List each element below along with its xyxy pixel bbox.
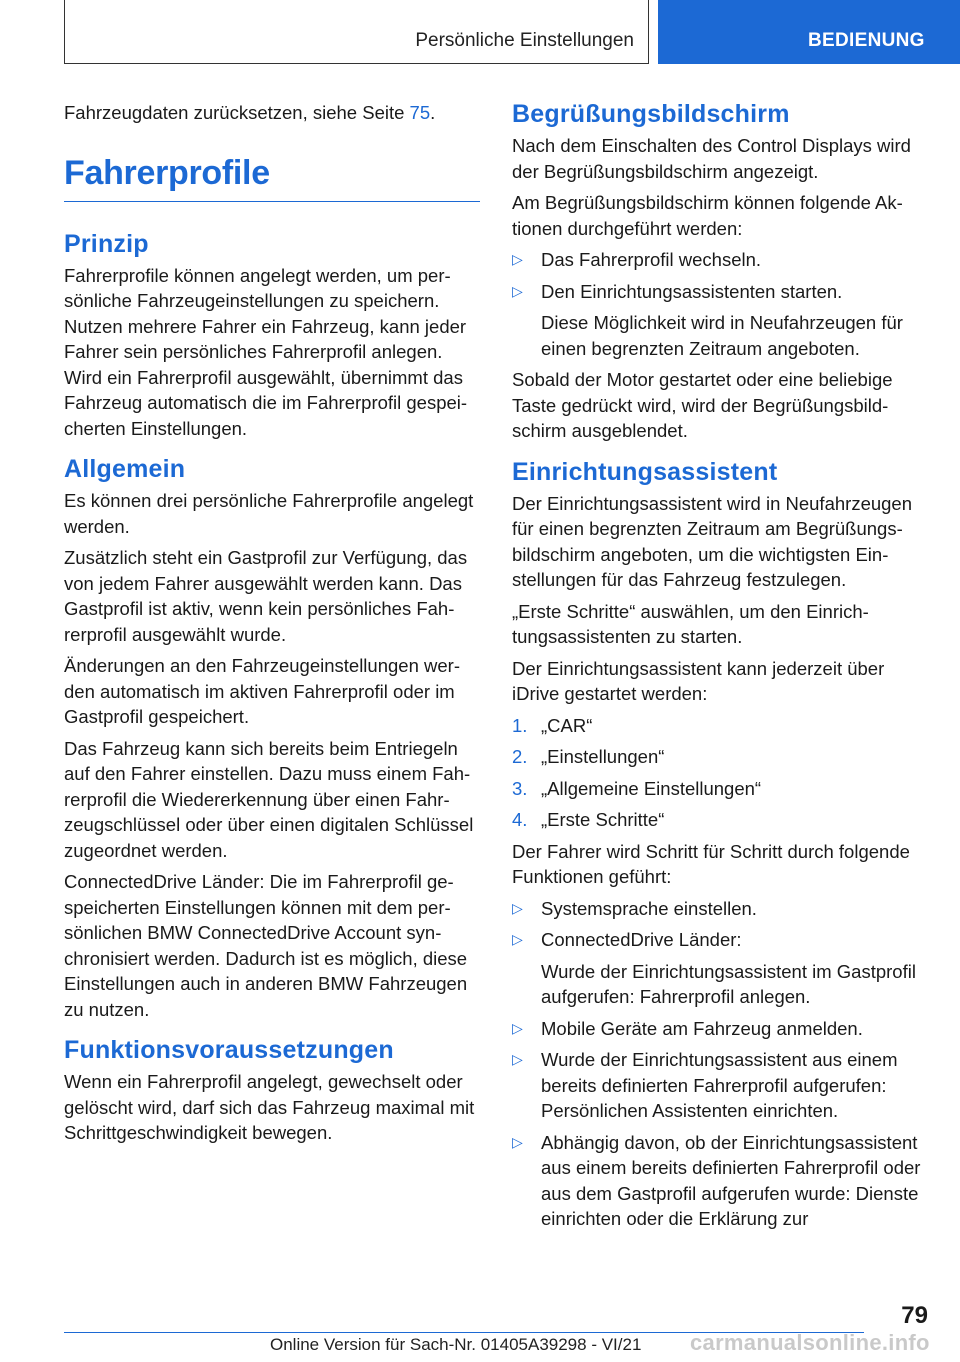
list-item: ▷ Systemsprache einstellen. — [512, 896, 928, 922]
einrichtung-paragraph-1: Der Einrichtungsassistent wird in Neufahrzeugen für einen begrenzten Zeitraum am Begrüßungsbildschirm angeboten, um die wichtigsten Einstellungen für das Fahrzeug festzulegen. — [512, 492, 913, 590]
idrive-steps — [512, 713, 928, 833]
list-item-note: Diese Möglichkeit wird in Neufahrzeugen für einen begrenzten Zeitraum angeboten. — [541, 312, 903, 359]
step-item: 2. „Einstellungen“ — [512, 744, 928, 770]
allgemein-paragraph-2: Zusätzlich steht ein Gastprofil zur Verfügung, das von jedem Fahrer ausgewählt werden kann. Das Gastprofil ist aktiv, wenn kein persönliches Fahrerprofil ausgewählt wurde. — [64, 547, 468, 645]
begruessung-paragraph-1: Nach dem Einschalten des Control Displays wird der Begrüßungsbildschirm angezeigt. — [512, 135, 911, 182]
section-title: Persönliche Einstellungen — [415, 30, 634, 51]
list-item: ▷ Mobile Geräte am Fahrzeug anmelden. — [512, 1016, 928, 1042]
triangle-bullet-icon: ▷ — [512, 1051, 523, 1067]
allgemein-paragraph-3: Änderungen an den Fahrzeugeinstellungen werden automatisch im aktiven Fahrerprofil oder im Gastprofil gespeichert. — [64, 655, 460, 727]
list-item: ▷ Abhängig davon, ob der Einrichtungsassistent aus einem bereits definierten Fahrerprofil oder aus dem Gastprofil aufgerufen wurde: Dienste einrichten oder die Erklärung zur — [512, 1131, 921, 1229]
online-version-note: Online Version für Sach-Nr. 01405A39298 - VI/21 — [270, 1335, 642, 1354]
chapter-tab — [658, 0, 960, 64]
einrichtung-list — [512, 896, 928, 1232]
step-number: 3. — [512, 777, 528, 799]
chapter-heading: Fahrerprofile — [64, 154, 480, 202]
section-tab — [64, 0, 649, 64]
triangle-bullet-icon: ▷ — [512, 899, 523, 916]
list-item: ▷ Das Fahrerprofil wechseln. — [512, 247, 928, 273]
triangle-bullet-icon: ▷ — [512, 1133, 523, 1150]
list-item-note: Wurde der Einrichtungsassistent im Gastprofil aufgerufen: Fahrerprofil anlegen. — [541, 960, 916, 1007]
heading-allgemein: Allgemein — [64, 455, 186, 483]
page-reference-link[interactable]: 75 — [409, 102, 431, 123]
page-header — [0, 0, 960, 66]
chapter-title: BEDIENUNG — [808, 30, 925, 51]
step-number: 4. — [512, 809, 528, 830]
step-item: 1. „CAR“ — [512, 713, 928, 739]
heading-einrichtungsassistent: Einrichtungsassistent — [512, 457, 778, 486]
triangle-bullet-icon: ▷ — [512, 931, 523, 947]
step-number: 1. — [512, 714, 528, 736]
triangle-bullet-icon: ▷ — [512, 1019, 523, 1036]
right-column — [512, 100, 928, 1238]
einrichtung-paragraph-4: Der Fahrer wird Schritt für Schritt durch folgende Funktionen geführt: — [512, 840, 910, 887]
list-item: ▷ ConnectedDrive Länder: Wurde der Einrichtungsassistent im Gastprofil aufgerufen: Fahrerprofil anlegen. — [512, 927, 928, 1010]
begruessung-paragraph-2: Am Begrüßungsbildschirm können folgende Aktionen durchgeführt werden: — [512, 192, 903, 239]
funktion-paragraph: Wenn ein Fahrerprofil angelegt, gewechselt oder gelöscht wird, darf sich das Fahrzeug maximal mit Schrittgeschwindigkeit bewegen. — [64, 1071, 475, 1143]
list-item: ▷ Den Einrichtungsassistenten starten. Diese Möglichkeit wird in Neufahrzeugen für einen begrenzten Zeitraum angeboten. — [512, 279, 928, 362]
allgemein-paragraph-1: Es können drei persönliche Fahrerprofile angelegt werden. — [64, 490, 474, 537]
watermark: carmanualsonline.info — [690, 1330, 930, 1355]
left-column — [64, 100, 480, 1152]
heading-begruessungsbildschirm: Begrüßungsbildschirm — [512, 100, 790, 128]
page-footer — [0, 1270, 960, 1362]
triangle-bullet-icon: ▷ — [512, 251, 523, 267]
triangle-bullet-icon: ▷ — [512, 282, 523, 299]
allgemein-paragraph-5: ConnectedDrive Länder: Die im Fahrerprofil gespeicherten Einstellungen können mit dem persönlichen BMW ConnectedDrive Account synchronisiert werden. Dadurch ist es möglich, diese Einstellungen auch in anderen BMW Fahrzeugen zu nutzen. — [64, 871, 468, 1020]
step-item: 4. „Erste Schritte“ — [512, 807, 928, 833]
step-item: 3. „Allgemeine Einstellungen“ — [512, 776, 928, 802]
allgemein-paragraph-4: Das Fahrzeug kann sich bereits beim Entriegeln auf den Fahrer einstellen. Dazu muss einem Fahrerprofil die Wiedererkennung über einen Fahrzeugschlüssel oder über einen digitalen Schlüssel zugeordnet werden. — [64, 737, 474, 861]
einrichtung-paragraph-2: „Erste Schritte“ auswählen, um den Einrichtungsassistenten zu starten. — [512, 600, 869, 647]
prinzip-paragraph: Fahrerprofile können angelegt werden, um persönliche Fahrzeugeinstellungen zu speichern. Nutzen mehrere Fahrer ein Fahrzeug, kann jeder Fahrer sein persönliches Fahrerprofil anlegen. Wird ein Fahrerprofil ausgewählt, übernimmt das Fahrzeug automatisch die im Fahrerprofil gespeicherten Einstellungen. — [64, 264, 468, 439]
heading-funktionsvoraussetzungen: Funktionsvoraussetzungen — [64, 1036, 394, 1064]
intro-paragraph: Fahrzeugdaten zurücksetzen, siehe Seite 75. — [64, 102, 436, 123]
page-number: 79 — [901, 1302, 928, 1329]
list-item: ▷ Wurde der Einrichtungsassistent aus einem bereits definierten Fahrerprofil aufgerufen: Persönlichen Assistenten einrichten. — [512, 1049, 898, 1121]
step-number: 2. — [512, 746, 528, 767]
begruessung-paragraph-3: Sobald der Motor gestartet oder eine beliebige Taste gedrückt wird, wird der Begrüßungsbildschirm ausgeblendet. — [512, 369, 893, 441]
begruessung-list — [512, 247, 928, 361]
einrichtung-paragraph-3: Der Einrichtungsassistent kann jederzeit über iDrive gestartet werden: — [512, 657, 885, 704]
heading-prinzip: Prinzip — [64, 229, 149, 258]
